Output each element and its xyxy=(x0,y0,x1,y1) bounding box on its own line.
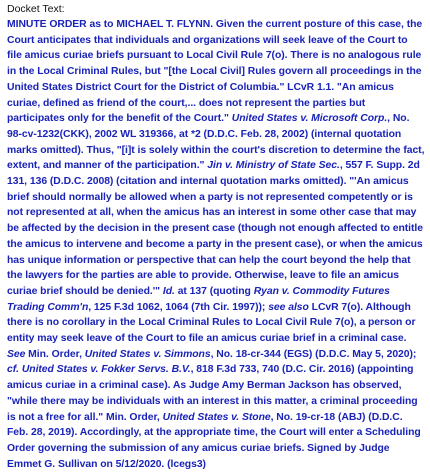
docket-text-italic-segment: United States v. Simmons xyxy=(84,348,211,360)
docket-text-segment: LCvR 7(o). Although there is no corollary in the Local Criminal Rules to Local Civil Rule 7(o), a person or entity may seek leave of the Court to file an amicus curiae brief in a criminal case. xyxy=(7,301,416,345)
docket-text-segment: , No. 19-cr-18 (ABJ) (D.D.C. Feb. 28, 2019). Accordingly, at the appropriate time, the Court will enter a Scheduling Order governing the submission of any amicus curiae briefs. Signed by Judge Emmet G. Sullivan on 5/12/2020. (lcegs3) xyxy=(7,411,421,470)
docket-text-italic-segment: Id. xyxy=(162,285,175,297)
docket-text-body xyxy=(7,17,425,472)
docket-text-italic-segment: Jin v. Ministry of State Sec. xyxy=(207,160,340,172)
docket-text-segment: MINUTE ORDER as to MICHAEL T. FLYNN. Given the current posture of this case, the Court anticipates that individuals and organizations will seek leave of the Court to file amicus curiae briefs pursuant to Local Civil Rule 7(o). There is no analogous rule in the Local Criminal Rules, but "[the Local Civil] Rules govern all proceedings in the United States District Court for the District of Columbia." LCvR 1.1. "An amicus curiae, defined as friend of the court,... does not represent the parties but participates only for the benefit of the Court." xyxy=(7,19,423,125)
docket-text-label: Docket Text: xyxy=(7,3,65,15)
docket-text-italic-segment: See xyxy=(7,348,26,360)
docket-text-segment: , 125 F.3d 1062, 1064 (7th Cir. 1997)); xyxy=(88,301,269,313)
docket-text-italic-segment: see also xyxy=(268,301,309,313)
docket-text-italic-segment: United States v. Microsoft Corp. xyxy=(231,113,388,125)
docket-text-segment: , 818 F.3d 733, 740 (D.C. Cir. 2016) (appointing amicus curiae in a criminal case). As Judge Amy Berman Jackson has observed, "while there may be individuals with an interest in this matter, a criminal proceeding is not a free for all." Min. Order, xyxy=(7,364,418,423)
docket-text-italic-segment: United States v. Stone xyxy=(162,411,271,423)
docket-text-segment: , No. 98-cv-1232(CKK), 2002 WL 319366, at *2 (D.D.C. Feb. 28, 2002) (internal quotation marks omitted). Thus, "[i]t is solely within the court's discretion to determine the fact, extent, and manner of the participation." xyxy=(7,113,425,172)
docket-text-italic-segment: Ryan v. Commodity Futures Trading Comm'n xyxy=(7,285,390,313)
docket-text-segment: , 557 F. Supp. 2d 131, 136 (D.D.C. 2008) (citation and internal quotation marks omitted). "'An amicus brief should normally be allowed when a party is not represented competently or is not represented at all, when the amicus has an interest in some other case that may be affected by the decision in the present case (though not enough affected to entitle the amicus to intervene and become a party in the present case), or when the amicus has unique information or perspective that can help the court beyond the help that the lawyers for the parties are able to provide. Otherwise, leave to file an amicus curiae brief should be denied.'" xyxy=(7,160,423,297)
docket-text-segment: , No. 18-cr-344 (EGS) (D.D.C. May 5, 2020); xyxy=(210,348,417,360)
docket-text-segment: Min. Order, xyxy=(25,348,85,360)
docket-text-italic-segment: cf. United States v. Fokker Servs. B.V. xyxy=(7,364,191,376)
docket-text-segment: at 137 (quoting xyxy=(174,285,254,297)
